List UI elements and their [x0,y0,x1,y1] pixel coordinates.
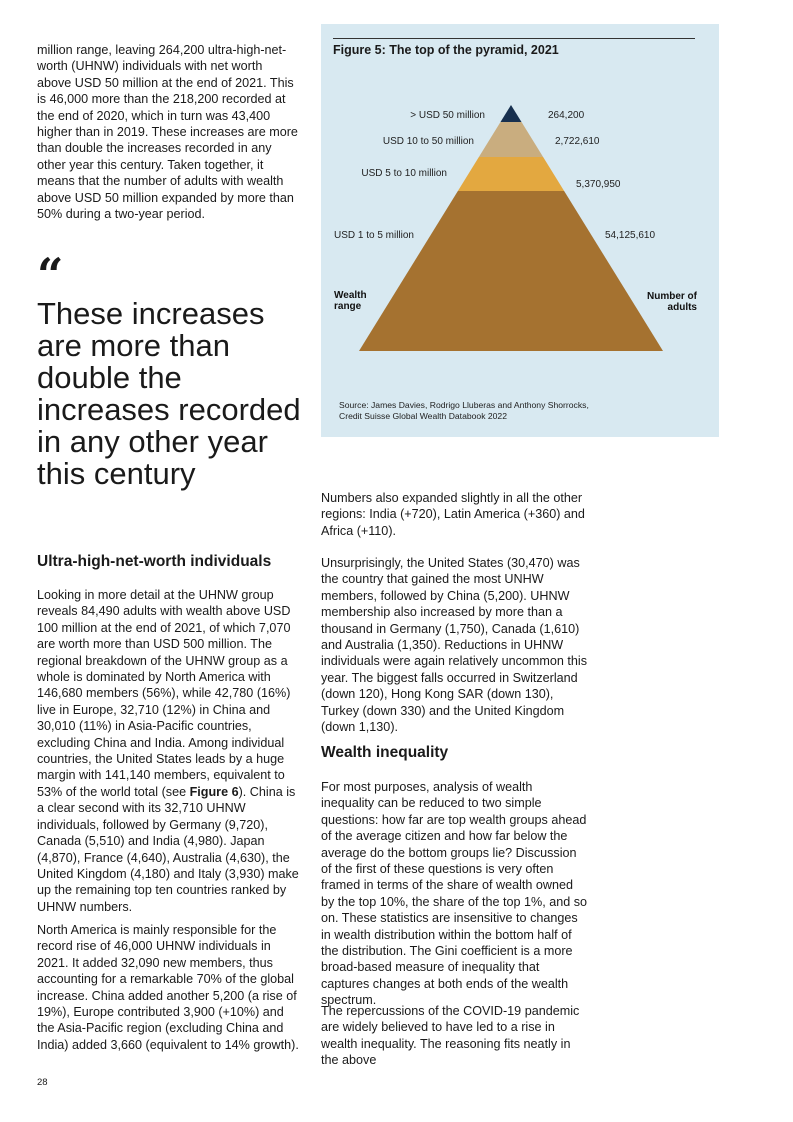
tier-5-10m [458,157,564,191]
tier-value-5-10m: 5,370,950 [576,179,621,190]
figure-source-line-1: Source: James Davies, Rodrigo Lluberas and Anthony Shorrocks, [339,400,589,410]
number-of-adults-label-2: adults [667,302,697,313]
pull-quote: These increases are more than double the increases recorded in any other year this century [37,296,301,491]
figure-source-line-2: Credit Suisse Global Wealth Databook 2022 [339,411,507,421]
figure-source [339,400,639,422]
tier-value-over-50m: 264,200 [548,110,585,121]
tier-1-5m [359,191,663,351]
tier-label-over-50m: > USD 50 million [410,110,485,121]
page-number: 28 [37,1077,48,1088]
inequality-paragraph-2: The repercussions of the COVID-19 pandemic are widely believed to have led to a rise in wealth inequality. The reasoning fits neatly in the above [321,1004,580,1068]
tier-value-1-5m: 54,125,610 [605,230,656,241]
countries-paragraph: Unsurprisingly, the United States (30,470) was the country that gained the most UNHW members, followed by China (5,200). UHNW membership also increased by more than a thousand in Germany (1,750), Canada (1,610) and Australia (1,350). Reductions in UHNW individuals were again relatively uncommon this year. The biggest falls occurred in Switzerland (down 120), Hong Kong SAR (down 130), Turkey (down 330) and the United Kingdom (down 1,130). [321,556,587,735]
tier-label-10-50m: USD 10 to 50 million [382,136,474,147]
intro-paragraph: million range, leaving 264,200 ultra-high-net-worth (UHNW) individuals with net worth above USD 50 million at the end of 2021. This is 46,000 more than the 218,200 recorded at the end of 2020, which in turn was 43,400 higher than in 2019. These increases are more than double the increases recorded in any other year this century. Taken together, it means that the number of adults with wealth above USD 50 million expanded by more than 50% during a two-year period. [37,43,298,222]
number-of-adults-label-1: Number of [647,291,697,302]
tier-over-50m [500,105,521,122]
uhnw-paragraph-1 [37,587,299,915]
inequality-paragraph-1: For most purposes, analysis of wealth inequality can be reduced to two simple questions: how far are top wealth groups ahead of the average citizen and how far below the average do the bottom groups lie? Discussion of the first of these questions is very often framed in terms of the share of wealth owned by the top 10%, the share of the top 1%, and so on. These statistics are insensitive to changes in wealth distribution within the bottom half of the distribution. The Gini coefficient is a more broad-based measure of inequality that captures changes at both ends of the wealth spectrum. [321,780,588,1008]
section-heading-inequality: Wealth inequality [321,744,449,761]
pyramid-chart [321,24,719,437]
uhnw-paragraph-1-a: Looking in more detail at the UHNW group reveals 84,490 adults with wealth above USD 100 million at the end of 2021, of which 7,070 are worth more than USD 500 million. The regional breakdown of the UHNW group as a whole is dominated by North America with 146,680 members (56%), while 42,780 (16%) live in Europe, 32,710 (12%) in China and 30,010 (11%) in Asia-Pacific countries, excluding China and India. Among individual countries, the United States leads by a huge margin with 141,140 members, equivalent to 53% of the world total (see [37,588,291,799]
uhnw-paragraph-2: North America is mainly responsible for the record rise of 46,000 UHNW individuals in 2021. It added 32,090 new members, thus accounting for a remarkable 70% of the global increase. China added another 5,200 (a rise of 19%), Europe contributed 3,900 (+10%) and the Asia-Pacific region (excluding China and India) added 3,660 (equivalent to 14% growth). [37,923,299,1052]
quote-mark: “ [37,248,64,302]
tier-value-10-50m: 2,722,610 [555,136,600,147]
figure-6-reference: Figure 6 [189,784,239,799]
figure-title: Figure 5: The top of the pyramid, 2021 [333,43,559,57]
wealth-range-label-2: range [334,301,362,312]
regions-paragraph: Numbers also expanded slightly in all the other regions: India (+720), Latin America (+360) and Africa (+110). [321,491,585,538]
section-heading-uhnw: Ultra-high-net-worth individuals [37,553,272,570]
tier-10-50m [479,122,543,157]
tier-label-5-10m: USD 5 to 10 million [361,168,447,179]
figure-5-panel [321,24,719,437]
uhnw-paragraph-1-b: ). China is a clear second with its 32,710 UHNW individuals, followed by Germany (9,720), Canada (5,510) and India (4,980). Japan (4,870), France (4,640), Australia (4,630), the United Kingdom (4,180) and Italy (3,930) make up the remaining top ten countries ranked by UHNW numbers. [37,784,299,914]
wealth-range-label-1: Wealth [334,290,367,301]
tier-label-1-5m: USD 1 to 5 million [333,230,414,241]
